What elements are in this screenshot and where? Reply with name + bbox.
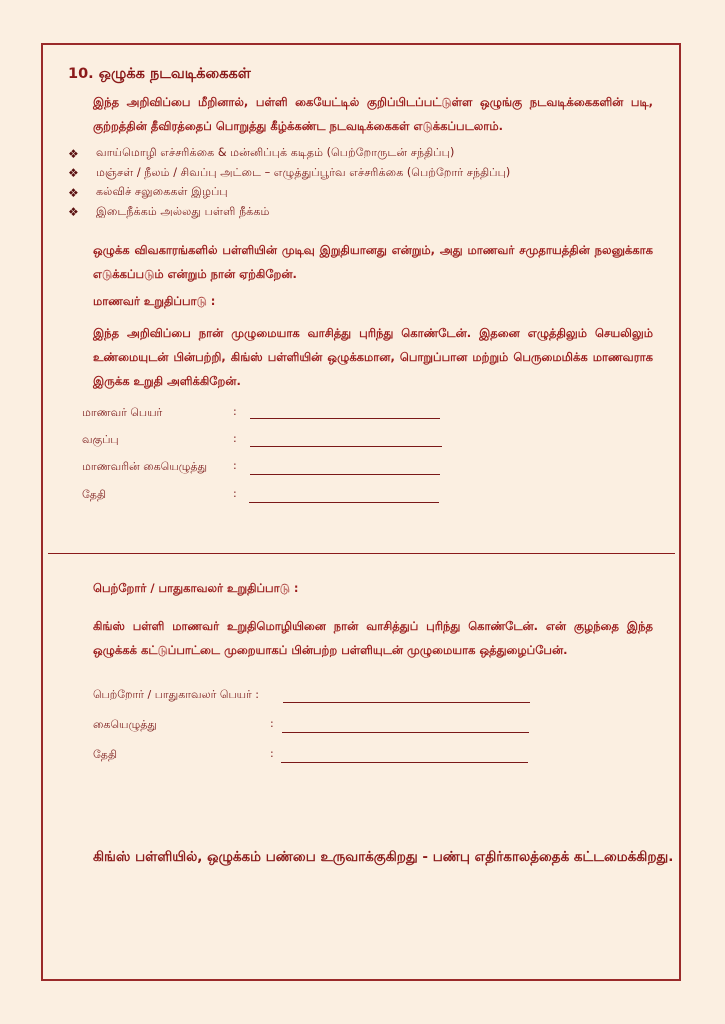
- parent-pledge-heading: பெற்றோர் / பாதுகாவலர் உறுதிப்பாடு :: [93, 581, 299, 595]
- parent-date-field[interactable]: [281, 762, 528, 763]
- diamond-bullet-icon: ❖: [68, 205, 79, 220]
- action-text: கல்விச் சலுகைகள் இழப்பு: [96, 185, 228, 199]
- parent-name-field[interactable]: [283, 702, 530, 703]
- student-name-field[interactable]: [250, 418, 440, 419]
- student-date-field[interactable]: [249, 502, 439, 503]
- parent-signature-field[interactable]: [282, 732, 529, 733]
- list-item: [68, 164, 510, 184]
- action-text: மஞ்சள் / நீலம் / சிவப்பு அட்டை – எழுத்துப்பூர்வ எச்சரிக்கை (பெற்றோர் சந்திப்பு): [96, 165, 511, 179]
- diamond-bullet-icon: ❖: [68, 185, 79, 200]
- section-divider: [48, 553, 675, 554]
- list-item: [68, 183, 510, 203]
- parent-date-row: [93, 745, 117, 765]
- field-colon: :: [270, 717, 274, 730]
- field-colon: :: [233, 459, 237, 472]
- parent-pledge-paragraph: கிங்ஸ் பள்ளி மாணவர் உறுதிமொழியினை நான் வாசித்துப் புரிந்து கொண்டேன். என் குழந்தை இந்த ஒழுக்கக் கட்டுப்பாட்டை முறையாகப் பின்பற்ற பள்ளியுடன் முழுமையாக ஒத்துழைப்பேன்.: [93, 619, 653, 657]
- action-text: வாய்மொழி எச்சரிக்கை & மன்னிப்புக் கடிதம் (பெற்றோருடன் சந்திப்பு): [96, 146, 455, 160]
- list-item: [68, 203, 510, 223]
- field-colon: :: [233, 432, 237, 445]
- parent-name-label: பெற்றோர் / பாதுகாவலர் பெயர் :: [93, 687, 260, 701]
- student-class-field[interactable]: [250, 446, 442, 447]
- diamond-bullet-icon: ❖: [68, 166, 79, 181]
- student-signature-row: [82, 457, 207, 477]
- student-date-label: தேதி: [82, 487, 106, 501]
- student-signature-field[interactable]: [250, 474, 440, 475]
- parent-signature-row: [93, 715, 157, 735]
- field-colon: :: [233, 405, 237, 418]
- student-pledge-heading: மாணவர் உறுதிப்பாடு :: [93, 294, 216, 308]
- disciplinary-actions-list: [68, 144, 510, 222]
- parent-date-label: தேதி: [93, 747, 117, 761]
- student-date-row: [82, 485, 106, 505]
- parent-name-row: [93, 685, 259, 705]
- acceptance-paragraph: ஒழுக்க விவகாரங்களில் பள்ளியின் முடிவு இறுதியானது என்றும், அது மாணவர் சமுதாயத்தின் நலனுக்காக எடுக்கப்படும் என்றும் நான் ஏற்கிறேன்.: [93, 243, 653, 281]
- field-colon: :: [270, 747, 274, 760]
- student-class-row: [82, 430, 119, 450]
- field-colon: :: [233, 487, 237, 500]
- student-pledge-paragraph: இந்த அறிவிப்பை நான் முழுமையாக வாசித்து புரிந்து கொண்டேன். இதனை எழுத்திலும் செயலிலும் உண்மையுடன் பின்பற்றி, கிங்ஸ் பள்ளியின் ஒழுக்கமான, பொறுப்பான மற்றும் பெருமைமிக்க மாணவராக இருக்க உறுதி அளிக்கிறேன்.: [93, 326, 653, 388]
- diamond-bullet-icon: ❖: [68, 146, 79, 161]
- student-signature-label: மாணவரின் கையெழுத்து: [82, 459, 208, 473]
- student-name-row: [82, 403, 162, 423]
- footer-motto: கிங்ஸ் பள்ளியில், ஒழுக்கம் பண்பை உருவாக்குகிறது - பண்பு எதிர்காலத்தைக் கட்டமைக்கிறது.: [93, 849, 674, 865]
- intro-paragraph: இந்த அறிவிப்பை மீறினால், பள்ளி கையேட்டில் குறிப்பிடப்பட்டுள்ள ஒழுங்கு நடவடிக்கைகளின் படி, குற்றத்தின் தீவிரத்தைப் பொறுத்து கீழ்க்கண்ட நடவடிக்கைகள் எடுக்கப்படலாம்.: [93, 95, 653, 133]
- action-text: இடைநீக்கம் அல்லது பள்ளி நீக்கம்: [96, 204, 270, 218]
- student-name-label: மாணவர் பெயர்: [82, 405, 163, 419]
- section-heading: 10. ஒழுக்க நடவடிக்கைகள்: [68, 66, 251, 82]
- student-class-label: வகுப்பு: [82, 432, 119, 446]
- list-item: [68, 144, 510, 164]
- parent-signature-label: கையெழுத்து: [93, 717, 157, 731]
